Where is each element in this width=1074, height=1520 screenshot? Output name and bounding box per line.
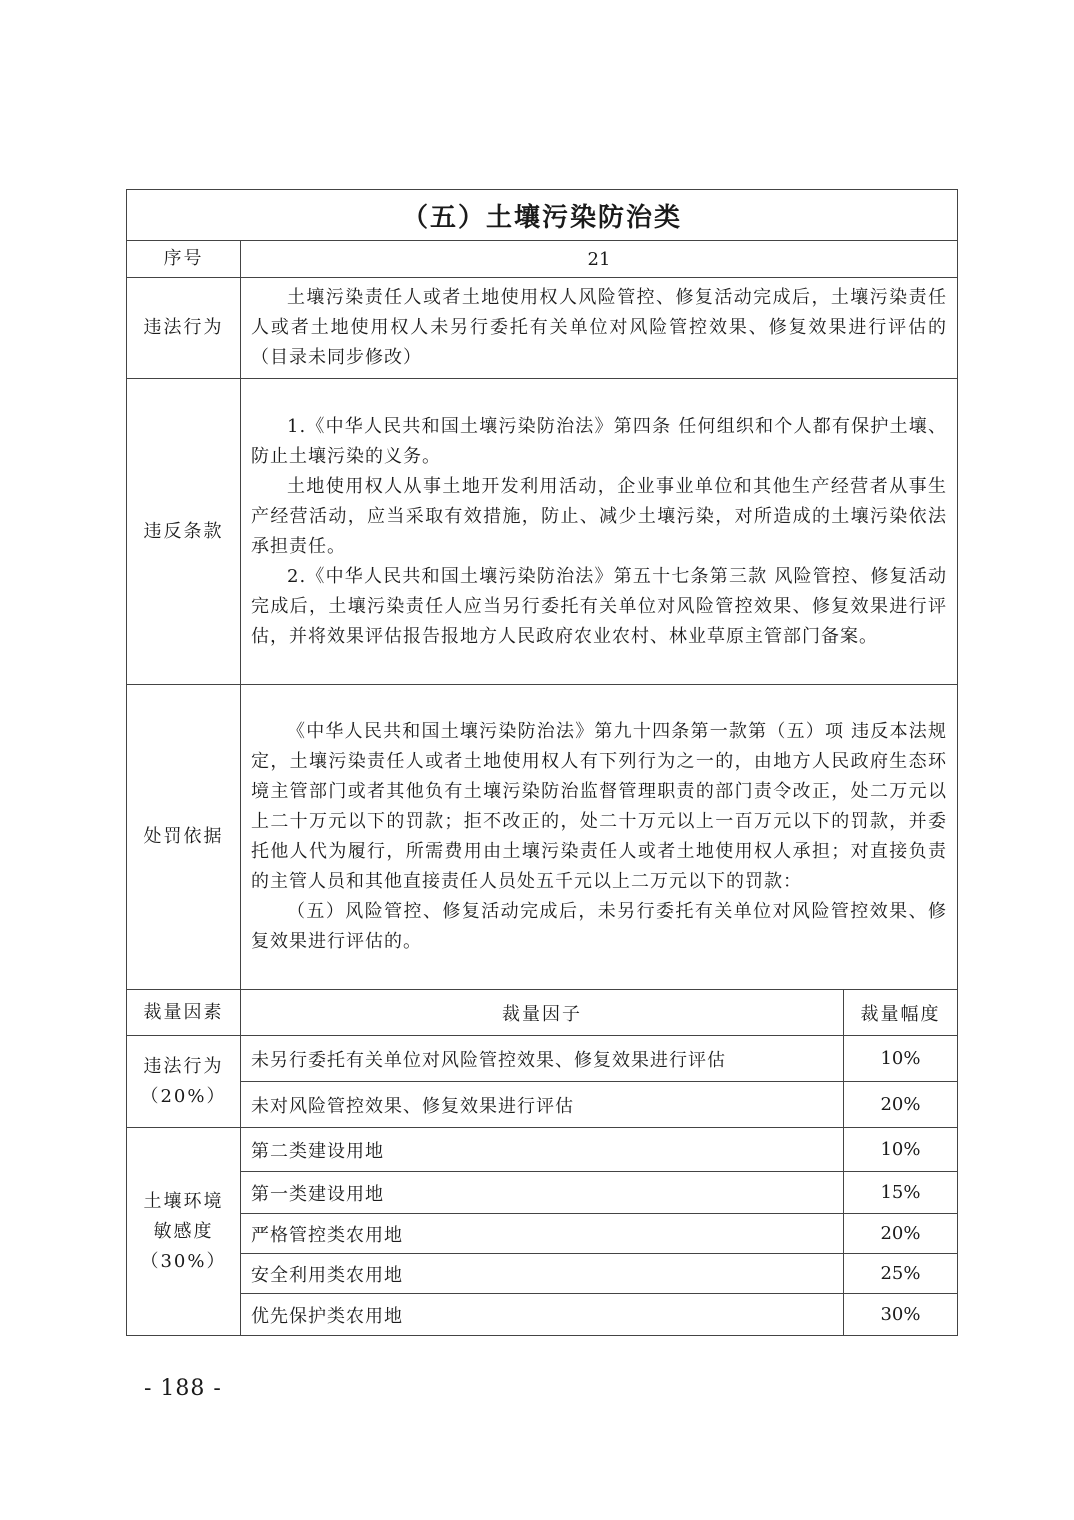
factor-item: 严格管控类农用地	[241, 1214, 844, 1254]
clause-paragraph: 1.《中华人民共和国土壤污染防治法》第四条 任何组织和个人都有保护土壤、防止土壤污染的义务。	[251, 415, 947, 467]
discretion-factor-header: 裁量因素	[127, 990, 241, 1036]
discretion-range-header: 裁量幅度	[844, 990, 958, 1036]
violated-clauses-label: 违反条款	[127, 379, 241, 685]
document-table-container	[126, 189, 958, 1336]
factor-range: 10%	[844, 1128, 958, 1172]
penalty-paragraph: （五）风险管控、修复活动完成后，未另行委托有关单位对风险管控效果、修复效果进行评估的。	[251, 901, 947, 952]
factor-item: 未对风险管控效果、修复效果进行评估	[241, 1082, 844, 1128]
penalty-paragraph: 《中华人民共和国土壤污染防治法》第九十四条第一款第（五）项 违反本法规定，土壤污染责任人或者土地使用权人有下列行为之一的，由地方人民政府生态环境主管部门或者其他负有土壤污染防治监督管理职责的部门责令改正，处二万元以上二十万元以下的罚款；拒不改正的，处二十万元以上一百万元以下的罚款，并委托他人代为履行，所需费用由土壤污染责任人或者土地使用权人承担；对直接负责的主管人员和其他直接责任人员处五千元以上二万元以下的罚款：	[251, 721, 947, 892]
violation-label: 违法行为	[127, 278, 241, 379]
factor-item: 第二类建设用地	[241, 1128, 844, 1172]
group-label-line: （20%）	[140, 1085, 227, 1107]
group-label-line: （30%）	[140, 1250, 227, 1272]
factor-range: 15%	[844, 1172, 958, 1214]
factor-range: 10%	[844, 1036, 958, 1082]
factor-item: 第一类建设用地	[241, 1172, 844, 1214]
penalty-discretion-table	[126, 189, 958, 1336]
factor-item: 安全利用类农用地	[241, 1254, 844, 1294]
group-label-line: 敏感度	[153, 1220, 214, 1242]
penalty-basis-label: 处罚依据	[127, 685, 241, 990]
clause-paragraph: 土地使用权人从事土地开发利用活动，企业事业单位和其他生产经营者从事生产经营活动，应当采取有效措施，防止、减少土壤污染，对所造成的土壤污染依法承担责任。	[251, 475, 947, 557]
factor-range: 20%	[844, 1214, 958, 1254]
factor-range: 20%	[844, 1082, 958, 1128]
page-number: - 188 -	[144, 1376, 222, 1401]
group-label-sensitivity	[127, 1128, 241, 1336]
discretion-item-header: 裁量因子	[241, 990, 844, 1036]
factor-range: 25%	[844, 1254, 958, 1294]
group-label-violation	[127, 1036, 241, 1128]
violated-clauses-cell	[241, 379, 958, 685]
factor-range: 30%	[844, 1294, 958, 1336]
penalty-basis-cell	[241, 685, 958, 990]
group-label-line: 土壤环境	[143, 1190, 224, 1212]
factor-item: 未另行委托有关单位对风险管控效果、修复效果进行评估	[241, 1036, 844, 1082]
factor-item: 优先保护类农用地	[241, 1294, 844, 1336]
serial-label: 序号	[127, 241, 241, 278]
clause-paragraph: 2.《中华人民共和国土壤污染防治法》第五十七条第三款 风险管控、修复活动完成后，土壤污染责任人应当另行委托有关单位对风险管控效果、修复效果进行评估，并将效果评估报告报地方人民政府农业农村、林业草原主管部门备案。	[251, 565, 947, 647]
violation-text: 土壤污染责任人或者土地使用权人风险管控、修复活动完成后，土壤污染责任人或者土地使用权人未另行委托有关单位对风险管控效果、修复效果进行评估的（目录未同步修改）	[251, 287, 947, 368]
group-label-line: 违法行为	[143, 1055, 224, 1077]
serial-value: 21	[241, 241, 958, 278]
violation-text-cell	[241, 278, 958, 379]
table-title: （五）土壤污染防治类	[127, 190, 958, 241]
